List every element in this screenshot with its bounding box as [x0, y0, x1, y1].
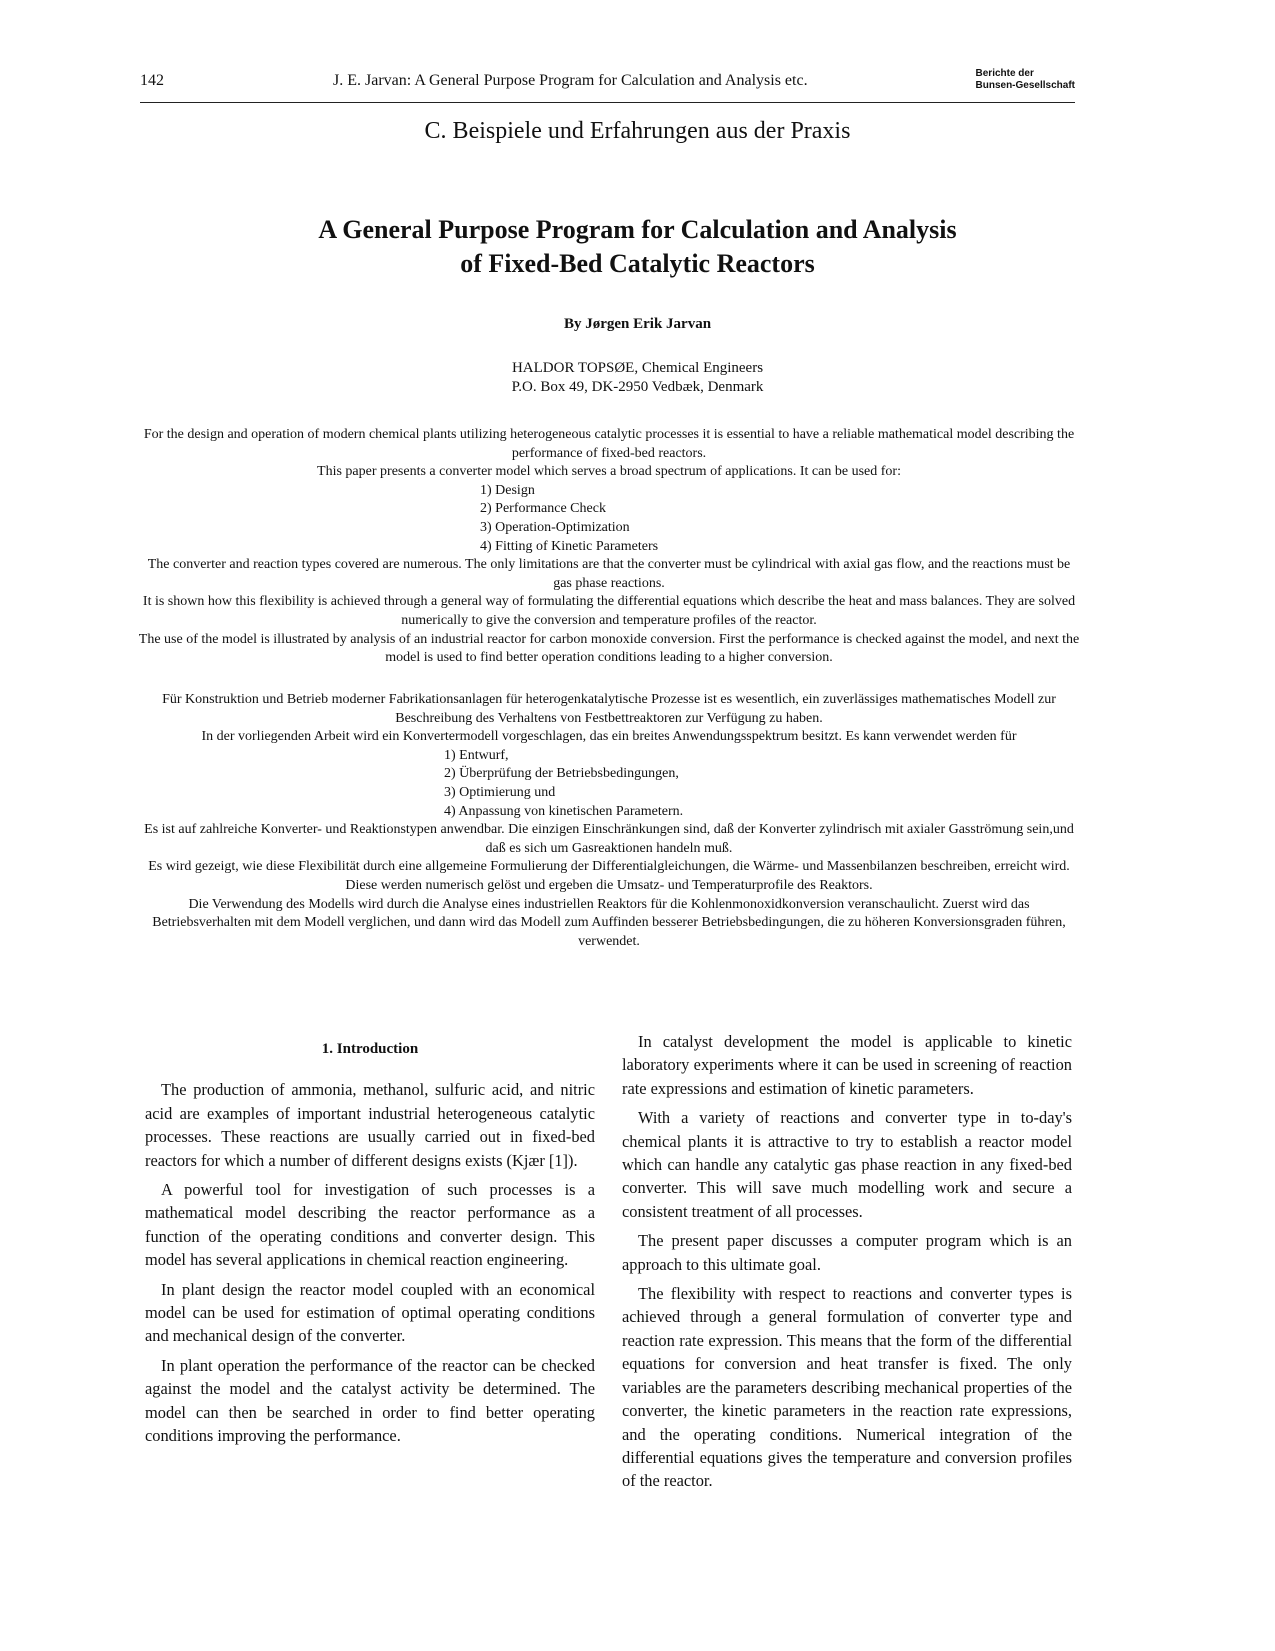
abstract-paragraph: In der vorliegenden Arbeit wird ein Konvertermodell vorgeschlagen, das ein breites Anwendungsspektrum besitzt. Es kann verwendet werden für — [201, 729, 1017, 745]
page-number: 142 — [140, 72, 164, 89]
list-item: 1) Design — [480, 482, 535, 498]
journal-name — [976, 68, 1075, 92]
article-title-line2: of Fixed-Bed Catalytic Reactors — [460, 249, 815, 278]
body-paragraph: A powerful tool for investigation of such processes is a mathematical model describing the reactor performance as a function of the operating conditions and converter design. This model has several applications in chemical reaction engineering. — [145, 1180, 595, 1270]
affiliation-line2: P.O. Box 49, DK-2950 Vedbæk, Denmark — [511, 379, 764, 395]
list-item: 2) Überprüfung der Betriebsbedingungen, — [444, 766, 679, 782]
abstract-paragraph: Die Verwendung des Modells wird durch die Analyse eines industriellen Reaktors für die Kohlenmonoxidkonversion veranschaulicht. Zuerst wird das Betriebsverhalten mit dem Modell verglichen, und dann wird das Modell zum Auffinden besserer Betriebsbedingungen, die zu höheren Konversionsgraden führen, verwendet. — [152, 896, 1066, 949]
section-heading: C. Beispiele und Erfahrungen aus der Praxis — [424, 118, 851, 144]
body-paragraph: With a variety of reactions and converter type in to-day's chemical plants it is attractive to try to establish a reactor model which can handle any catalytic gas phase reaction in any fixed-bed converter. This will save much modelling work and secure a consistent treatment of all processes. — [622, 1108, 1072, 1221]
body-paragraph: The present paper discusses a computer program which is an approach to this ultimate goal. — [622, 1231, 1072, 1274]
list-item: 4) Fitting of Kinetic Parameters — [480, 538, 659, 554]
journal-name-line2: Bunsen-Gesellschaft — [975, 80, 1075, 91]
journal-name-line1: Berichte der — [975, 68, 1034, 79]
affiliation-line1: HALDOR TOPSØE, Chemical Engineers — [511, 360, 764, 376]
affiliation — [0, 359, 1275, 397]
body-paragraph: In plant operation the performance of the reactor can be checked against the model and the catalyst activity be determined. The model can then be searched in order to find better operating conditions improving the performance. — [145, 1355, 595, 1446]
abstract-paragraph: Es ist auf zahlreiche Konverter- und Reaktionstypen anwendbar. Die einzigen Einschränkungen sind, daß der Konverter zylindrisch mit axialer Gasströmung sein,und daß es sich um Gasreaktionen handeln muß. — [144, 822, 1074, 856]
abstract-paragraph: The use of the model is illustrated by analysis of an industrial reactor for carbon monoxide conversion. First the performance is checked against the model, and next the model is used to find better operation conditions leading to a higher conversion. — [138, 631, 1080, 666]
abstract-list — [138, 482, 1080, 556]
body-column-left — [145, 1030, 595, 1454]
list-item: 1) Entwurf, — [444, 747, 509, 763]
abstract-german — [138, 691, 1080, 951]
list-item: 4) Anpassung von kinetischen Parametern. — [444, 803, 684, 819]
abstract-paragraph: The converter and reaction types covered are numerous. The only limitations are that the converter must be cylindrical with axial gas flow, and the reactions must be gas phase reactions. — [147, 557, 1071, 591]
body-paragraph: The flexibility with respect to reactions and converter types is achieved through a general formulation of converter type and reaction rate expression. This means that the form of the differential equations for conversion and heat transfer is fixed. The only variables are the parameters describing mechanical properties of the converter, the kinetic parameters in the reaction rate expressions, and the operating conditions. Numerical integration of the differential equations gives the temperature and conversion profiles of the reactor. — [622, 1284, 1072, 1491]
body-paragraph: In catalyst development the model is applicable to kinetic laboratory experiments where it can be used in screening of reaction rate expressions and estimation of kinetic parameters. — [622, 1032, 1072, 1098]
abstract-paragraph: For the design and operation of modern chemical plants utilizing heterogeneous catalytic processes it is essential to have a reliable mathematical model describing the performance of fixed-bed reactors. — [143, 427, 1075, 461]
abstract-list — [138, 747, 1080, 821]
list-item: 3) Optimierung und — [444, 784, 556, 800]
body-column-right — [622, 1030, 1072, 1499]
body-paragraph: The production of ammonia, methanol, sulfuric acid, and nitric acid are examples of important industrial heterogeneous catalytic processes. These reactions are usually carried out in fixed-bed reactors for which a number of different designs exists (Kjær [1]). — [145, 1080, 595, 1170]
author: By Jørgen Erik Jarvan — [563, 316, 712, 332]
running-title: J. E. Jarvan: A General Purpose Program for Calculation and Analysis etc. — [333, 72, 808, 89]
list-item: 3) Operation-Optimization — [480, 519, 630, 535]
abstract-paragraph: It is shown how this flexibility is achieved through a general way of formulating the differential equations which describe the heat and mass balances. They are solved numerically to give the conversion and temperature profiles of the reactor. — [142, 594, 1076, 628]
body-paragraph: In plant design the reactor model coupled with an economical model can be used for estimation of optimal operating conditions and mechanical design of the converter. — [145, 1279, 595, 1346]
abstract-paragraph: This paper presents a converter model which serves a broad spectrum of applications. It can be used for: — [317, 464, 901, 480]
abstract-paragraph: Für Konstruktion und Betrieb moderner Fabrikationsanlagen für heterogenkatalytische Prozesse ist es wesentlich, ein zuverlässiges mathematisches Modell zur Beschreibung des Verhaltens von Festbettreaktoren zur Verfügung zu haben. — [162, 692, 1056, 726]
article-title — [0, 213, 1275, 281]
article-title-line1: A General Purpose Program for Calculation and Analysis — [318, 215, 957, 244]
running-header — [140, 66, 1075, 103]
abstract-english — [138, 426, 1080, 668]
section-title-introduction: 1. Introduction — [321, 1041, 419, 1057]
list-item: 2) Performance Check — [480, 501, 606, 517]
abstract-paragraph: Es wird gezeigt, wie diese Flexibilität durch eine allgemeine Formulierung der Differentialgleichungen, die Wärme- und Massenbilanzen beschreiben, erreicht wird. Diese werden numerisch gelöst und ergeben die Umsatz- und Temperaturprofile des Reaktors. — [148, 859, 1070, 893]
